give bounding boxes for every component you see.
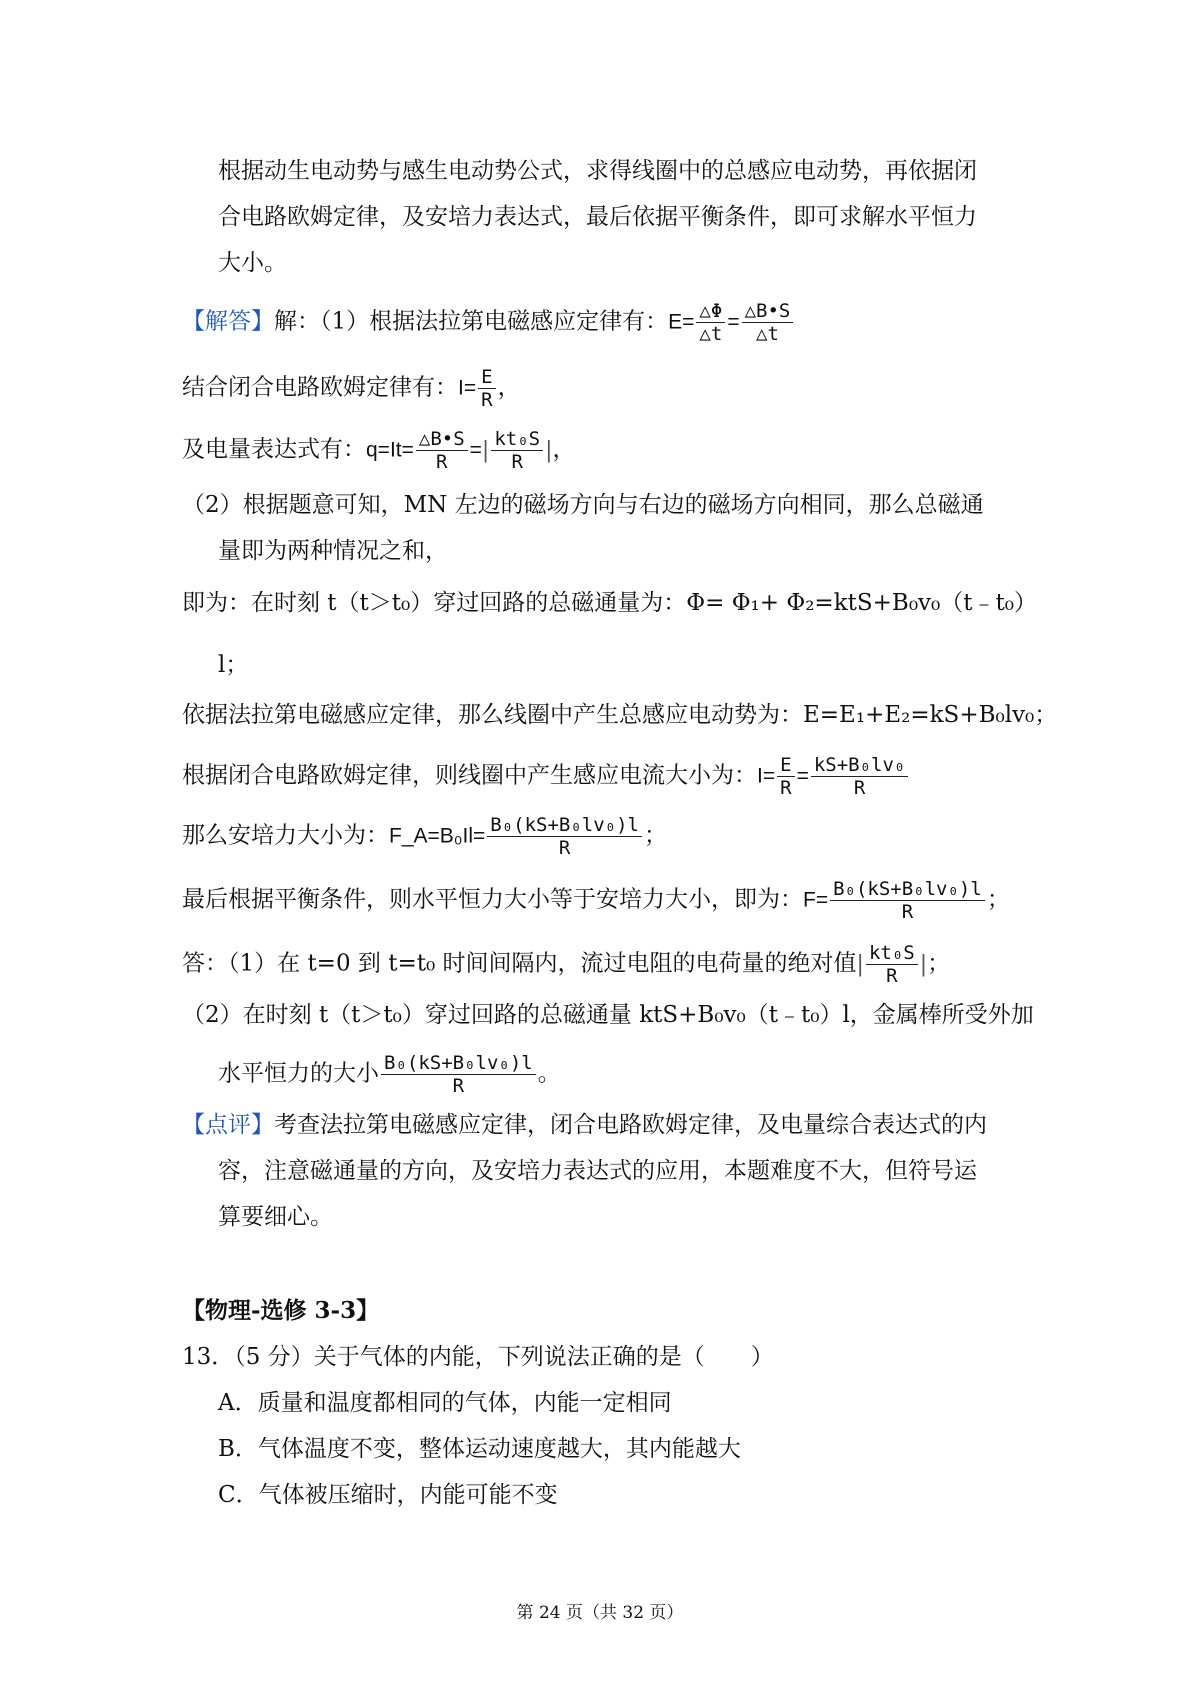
e-num-1: △Φ bbox=[696, 300, 725, 323]
comment-line-1 bbox=[182, 1110, 987, 1140]
flux-line: 即为：在时刻 t（t＞t₀）穿过回路的总磁通量为：Φ= Φ₁+ Φ₂=ktS+B₀v₀（t﹣t₀） bbox=[182, 590, 1037, 616]
balance-num: B₀(kS+B₀lv₀)l bbox=[830, 878, 985, 901]
answer1-fraction bbox=[866, 942, 918, 987]
emf-line: 依据法拉第电磁感应定律，那么线圈中产生总感应电动势为：E=E₁+E₂=kS+B₀lv₀； bbox=[182, 702, 1058, 728]
section-title: 【物理-选修 3-3】 bbox=[182, 1297, 380, 1324]
current-label: I= bbox=[757, 764, 776, 788]
part2-line-2: 量即为两种情况之和， bbox=[218, 538, 448, 564]
ampere-label: F_A=B₀Il= bbox=[389, 824, 486, 848]
current-line: 根据闭合电路欧姆定律，则线圈中产生感应电流大小为：I= $\frac{E}{R}$ = $\frac{\text{kS+B₀lv₀}}{R}$ bbox=[182, 754, 910, 799]
page-footer: 第 24 页（共 32 页） bbox=[516, 1603, 684, 1623]
comment-tag: 【点评】 bbox=[182, 1112, 274, 1138]
current-fraction-1 bbox=[777, 754, 794, 799]
answer2-line-2: 水平恒力的大小 $\frac{\text{B₀(kS+B₀lv₀)l}}{R}$ 。 bbox=[218, 1052, 561, 1097]
q-intro: 及电量表达式有： bbox=[182, 436, 366, 463]
answer2-line-1: （2）在时刻 t（t＞t₀）穿过回路的总磁通量 ktS+B₀v₀（t﹣t₀）l，金属棒所受外加 bbox=[182, 1002, 1034, 1028]
option-a: A．质量和温度都相同的气体，内能一定相同 bbox=[218, 1390, 672, 1416]
e-num-2: △B•S bbox=[742, 300, 794, 323]
solution-part1-intro: 解：（1）根据法拉第电磁感应定律有： bbox=[274, 308, 669, 335]
option-b: B．气体温度不变，整体运动速度越大，其内能越大 bbox=[218, 1436, 741, 1462]
current-den-2: R bbox=[853, 777, 866, 799]
analysis-line-3: 大小。 bbox=[218, 250, 287, 276]
q-fraction-2 bbox=[491, 428, 543, 473]
comment-text-1: 考查法拉第电磁感应定律，闭合电路欧姆定律，及电量综合表达式的内 bbox=[274, 1112, 987, 1138]
part2-line-1: （2）根据题意可知，MN 左边的磁场方向与右边的磁场方向相同，那么总磁通 bbox=[182, 492, 984, 518]
i-num: E bbox=[478, 366, 495, 389]
e-fraction-2 bbox=[742, 300, 794, 345]
comment-line-3: 算要细心。 bbox=[218, 1204, 333, 1230]
current-intro: 根据闭合电路欧姆定律，则线圈中产生感应电流大小为： bbox=[182, 762, 757, 789]
balance-line: 最后根据平衡条件，则水平恒力大小等于安培力大小，即为：F= $\frac{\text{B₀(kS+B₀lv₀)l}}{R}$ ； bbox=[182, 878, 1010, 923]
flux-line-cont: l； bbox=[218, 652, 249, 678]
answer2-den: R bbox=[452, 1075, 465, 1097]
q-num-2: kt₀S bbox=[491, 428, 543, 451]
balance-den: R bbox=[901, 901, 914, 923]
ampere-fraction bbox=[487, 814, 642, 859]
ohm-law-line: 结合闭合电路欧姆定律有：I= $\frac{E}{R}$ ， bbox=[182, 366, 521, 411]
answer1-den: R bbox=[886, 965, 898, 987]
current-num-1: E bbox=[777, 754, 794, 777]
answer1-line: 答：（1）在 t=0 到 t=t₀ 时间间隔内，流过电阻的电荷量的绝对值| $\frac{\text{kt₀S}}{R}$ |； bbox=[182, 942, 951, 987]
answer2-fraction bbox=[381, 1052, 536, 1097]
question-stem: 13．（5 分）关于气体的内能，下列说法正确的是（ ） bbox=[182, 1344, 774, 1370]
current-num-2: kS+B₀lv₀ bbox=[811, 754, 909, 777]
e-den-1: △t bbox=[699, 323, 723, 345]
q-fraction-1 bbox=[416, 428, 468, 473]
balance-label: F= bbox=[803, 888, 829, 912]
ampere-num: B₀(kS+B₀lv₀)l bbox=[487, 814, 642, 837]
ampere-intro: 那么安培力大小为： bbox=[182, 822, 389, 849]
comment-line-2: 容，注意磁通量的方向，及安培力表达式的应用，本题难度不大，但符号运 bbox=[218, 1158, 977, 1184]
q-den-2: R bbox=[511, 451, 523, 473]
answer2-intro: 水平恒力的大小 bbox=[218, 1060, 379, 1087]
balance-fraction bbox=[830, 878, 985, 923]
e-den-2: △t bbox=[756, 323, 779, 345]
analysis-line-2: 合电路欧姆定律，及安培力表达式，最后依据平衡条件，即可求解水平恒力 bbox=[218, 204, 977, 230]
answer1-num: kt₀S bbox=[866, 942, 918, 965]
analysis-line-1: 根据动生电动势与感生电动势公式，求得线圈中的总感应电动势，再依据闭 bbox=[218, 158, 977, 184]
solution-part1: 【解答】解：（1）根据法拉第电磁感应定律有：E= $\frac{\triangle\Phi}{\triangle t}$ = $\frac{\triangle B•S}{\triangle t}$ bbox=[182, 300, 795, 345]
i-den: R bbox=[481, 389, 493, 411]
option-c: C．气体被压缩时，内能可能不变 bbox=[218, 1482, 558, 1508]
ampere-line: 那么安培力大小为：F_A=B₀Il= $\frac{\text{B₀(kS+B₀lv₀)l}}{R}$ ； bbox=[182, 814, 667, 859]
q-label: q=It= bbox=[366, 438, 414, 462]
current-den-1: R bbox=[780, 777, 792, 799]
current-fraction-2 bbox=[811, 754, 909, 799]
solution-tag: 【解答】 bbox=[182, 308, 274, 335]
e-fraction-1 bbox=[696, 300, 725, 345]
i-label: I= bbox=[458, 376, 477, 400]
i-fraction bbox=[478, 366, 495, 411]
ampere-den: R bbox=[558, 837, 571, 859]
charge-line: 及电量表达式有：q=It= $\frac{\triangle B•S}{R}$ =| $\frac{\text{kt₀S}}{R}$ |， bbox=[182, 428, 576, 473]
q-num-1: △B•S bbox=[416, 428, 468, 451]
answer1-intro: 答：（1）在 t=0 到 t=t₀ 时间间隔内，流过电阻的电荷量的绝对值 bbox=[182, 950, 857, 977]
answer2-num: B₀(kS+B₀lv₀)l bbox=[381, 1052, 536, 1075]
e-label: E= bbox=[668, 310, 695, 334]
ohm-intro: 结合闭合电路欧姆定律有： bbox=[182, 374, 458, 401]
q-den-1: R bbox=[436, 451, 448, 473]
balance-intro: 最后根据平衡条件，则水平恒力大小等于安培力大小，即为： bbox=[182, 886, 803, 913]
